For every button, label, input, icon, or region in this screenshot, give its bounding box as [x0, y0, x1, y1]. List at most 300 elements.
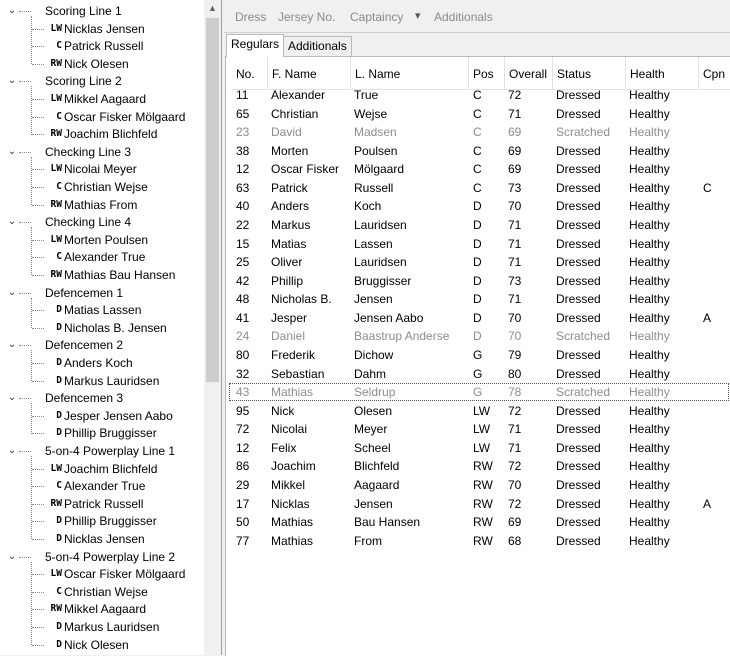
tab-additionals[interactable]: Additionals	[283, 36, 352, 56]
table-row[interactable]	[226, 476, 730, 494]
cell-first-name: Matias	[271, 236, 307, 251]
tree-player-item[interactable]	[0, 636, 204, 654]
player-name: Oscar Fisker Mölgaard	[64, 567, 186, 582]
cell-first-name: Anders	[271, 199, 310, 214]
position-badge: RW	[50, 497, 62, 509]
cell-status: Dressed	[556, 496, 601, 511]
position-badge: D	[56, 321, 62, 333]
cell-overall: 71	[508, 440, 522, 455]
cell-status: Dressed	[556, 515, 601, 530]
cell-no: 63	[236, 180, 250, 195]
cell-last-name: Madsen	[354, 125, 397, 140]
cell-status: Dressed	[556, 477, 601, 492]
cell-no: 23	[236, 125, 250, 140]
cell-status: Dressed	[556, 255, 601, 270]
position-badge: LW	[50, 93, 62, 104]
position-badge: C	[56, 251, 62, 263]
cell-no: 24	[236, 329, 250, 344]
cell-health: Healthy	[629, 440, 670, 455]
cell-first-name: Daniel	[271, 329, 306, 344]
tree-player-item[interactable]	[0, 55, 204, 73]
cell-last-name: Blichfeld	[354, 459, 400, 474]
cell-overall: 79	[508, 347, 522, 362]
cell-status: Dressed	[556, 459, 601, 474]
cell-first-name: Joachim	[271, 459, 316, 474]
position-badge: D	[56, 304, 62, 316]
cell-pos: RW	[473, 459, 493, 474]
tree-scrollbar[interactable]	[204, 0, 221, 655]
tree-player-item[interactable]	[0, 248, 204, 266]
cell-overall: 72	[508, 403, 522, 418]
cell-overall: 69	[508, 515, 522, 530]
scroll-up-arrow-icon[interactable]: ▲	[208, 3, 217, 13]
cell-status: Dressed	[556, 106, 601, 121]
cell-first-name: Alexander	[271, 88, 326, 102]
cell-overall: 71	[508, 255, 522, 270]
captaincy-dropdown-arrow-icon[interactable]: ▾	[415, 10, 421, 22]
player-name: Joachim Blichfeld	[64, 461, 158, 476]
scroll-thumb[interactable]	[206, 18, 219, 382]
player-name: Anders Koch	[64, 356, 133, 370]
position-badge: LW	[50, 22, 62, 34]
cell-no: 41	[236, 310, 250, 325]
cell-overall: 71	[508, 292, 522, 307]
tab-bar	[224, 34, 730, 56]
table-row[interactable]	[226, 365, 730, 383]
cell-cpn: A	[703, 496, 712, 511]
position-badge: C	[56, 585, 62, 597]
cell-first-name: Sebastian	[271, 366, 325, 381]
tree-player-item[interactable]	[0, 372, 204, 390]
table-row[interactable]	[226, 142, 730, 160]
cell-status: Scratched	[556, 329, 611, 344]
lineup-tree-panel[interactable]	[0, 0, 222, 655]
cell-pos: G	[473, 366, 483, 381]
cell-pos: RW	[473, 533, 493, 548]
cell-cpn: C	[703, 180, 712, 195]
cell-last-name: Lauridsen	[354, 217, 407, 232]
cell-no: 22	[236, 217, 250, 232]
player-name: Patrick Russell	[64, 496, 144, 511]
cell-overall: 68	[508, 533, 522, 548]
cell-first-name: Nicklas	[271, 496, 310, 511]
cell-status: Dressed	[556, 310, 601, 325]
cell-first-name: Nicolai	[271, 422, 308, 437]
tree-player-item[interactable]	[0, 196, 204, 214]
column-header-cpn[interactable]: Cpn	[698, 57, 730, 90]
table-row[interactable]	[226, 253, 730, 271]
tree-player-item[interactable]	[0, 37, 204, 55]
cell-overall: 69	[508, 162, 522, 177]
cell-pos: C	[473, 162, 482, 177]
tree-group-label: Scoring Line 1	[45, 4, 122, 18]
cell-last-name: Scheel	[354, 440, 391, 455]
cell-health: Healthy	[629, 515, 670, 530]
cell-pos: D	[473, 310, 482, 325]
cell-last-name: Jensen	[354, 292, 393, 307]
cell-no: 40	[236, 199, 250, 214]
position-badge: RW	[50, 198, 62, 210]
cell-status: Scratched	[556, 385, 611, 400]
cell-first-name: Patrick	[271, 180, 308, 195]
cell-health: Healthy	[629, 217, 670, 232]
tree-player-item[interactable]	[0, 618, 204, 636]
tree-player-item[interactable]	[0, 407, 204, 425]
lineup-tree	[0, 0, 204, 655]
cell-health: Healthy	[629, 255, 670, 270]
cell-status: Dressed	[556, 143, 601, 158]
position-badge: RW	[50, 128, 62, 140]
cell-last-name: Poulsen	[354, 143, 398, 158]
cell-health: Healthy	[629, 329, 670, 344]
table-row[interactable]	[226, 420, 730, 438]
cell-pos: C	[473, 143, 482, 158]
cell-no: 29	[236, 477, 250, 492]
cell-overall: 70	[508, 477, 522, 492]
cell-health: Healthy	[629, 347, 670, 362]
cell-last-name: Bau Hansen	[354, 515, 421, 530]
table-row[interactable]	[226, 327, 730, 345]
column-header-no[interactable]: No.	[231, 57, 268, 90]
tree-player-item[interactable]	[0, 125, 204, 143]
cell-no: 42	[236, 273, 250, 288]
player-name: Patrick Russell	[64, 39, 144, 54]
cell-last-name: Lassen	[354, 236, 393, 251]
player-name: Joachim Blichfeld	[64, 127, 158, 142]
player-name: Markus Lauridsen	[64, 373, 160, 388]
table-row[interactable]	[226, 309, 730, 327]
cell-last-name: Baastrup Anderse	[354, 329, 450, 344]
column-header-status[interactable]: Status	[552, 57, 626, 90]
table-row[interactable]	[226, 123, 730, 141]
tree-player-item[interactable]	[0, 301, 204, 319]
cell-status: Dressed	[556, 403, 601, 418]
expand-chevron-icon[interactable]: ⌄	[7, 216, 17, 228]
cell-pos: C	[473, 125, 482, 140]
cell-status: Dressed	[556, 273, 601, 288]
cell-status: Scratched	[556, 125, 611, 140]
cell-no: 80	[236, 347, 250, 362]
cell-first-name: Mathias	[271, 515, 314, 530]
toolbar	[224, 2, 730, 33]
cell-last-name: Meyer	[354, 422, 388, 437]
player-name: Nick Olesen	[64, 637, 129, 652]
cell-first-name: Jesper	[271, 310, 308, 325]
cell-status: Dressed	[556, 199, 601, 214]
cell-health: Healthy	[629, 292, 670, 307]
tree-player-item[interactable]	[0, 583, 204, 601]
position-badge: C	[56, 110, 62, 122]
player-name: Mathias Bau Hansen	[64, 268, 176, 282]
cell-health: Healthy	[629, 533, 670, 548]
cell-first-name: Markus	[271, 217, 311, 232]
position-badge: LW	[50, 163, 62, 175]
tree-player-item[interactable]	[0, 424, 204, 442]
cell-no: 32	[236, 366, 250, 381]
cell-overall: 71	[508, 217, 522, 232]
jersey-no-button[interactable]: Jersey No.	[278, 10, 336, 24]
table-row[interactable]	[226, 160, 730, 178]
table-row[interactable]	[226, 513, 730, 531]
cell-pos: LW	[473, 403, 491, 418]
position-badge: D	[56, 374, 62, 386]
cell-no: 25	[236, 255, 250, 270]
cell-health: Healthy	[629, 385, 670, 400]
cell-status: Dressed	[556, 422, 601, 437]
tree-player-item[interactable]	[0, 477, 204, 495]
expand-chevron-icon[interactable]: ⌄	[7, 75, 17, 87]
cell-health: Healthy	[629, 366, 670, 381]
cell-health: Healthy	[629, 496, 670, 511]
column-header-first-name[interactable]: F. Name	[267, 57, 351, 90]
cell-pos: C	[473, 106, 482, 121]
cell-pos: RW	[473, 496, 493, 511]
dress-button[interactable]: Dress	[235, 10, 267, 24]
tree-player-item[interactable]	[0, 495, 204, 513]
cell-status: Dressed	[556, 366, 601, 381]
position-badge: D	[56, 515, 62, 527]
table-row[interactable]	[226, 105, 730, 123]
tree-player-item[interactable]	[0, 90, 204, 108]
expand-chevron-icon[interactable]: ⌄	[7, 550, 17, 562]
table-row[interactable]	[226, 235, 730, 253]
cell-status: Dressed	[556, 180, 601, 195]
position-badge: C	[56, 40, 62, 52]
column-header-last-name[interactable]: L. Name	[350, 57, 469, 90]
position-badge: D	[56, 621, 62, 632]
tree-player-item[interactable]	[0, 178, 204, 196]
cell-overall: 71	[508, 236, 522, 251]
player-name: Mathias From	[64, 197, 138, 212]
cell-overall: 73	[508, 273, 522, 288]
cell-health: Healthy	[629, 125, 670, 140]
position-badge: LW	[50, 462, 62, 474]
cell-no: 12	[236, 440, 250, 455]
player-name: Oscar Fisker Mölgaard	[64, 109, 186, 124]
cell-health: Healthy	[629, 273, 670, 288]
position-badge: D	[56, 533, 62, 544]
cell-pos: C	[473, 88, 482, 102]
position-badge: D	[56, 357, 62, 368]
player-name: Alexander True	[64, 250, 146, 265]
cell-status: Dressed	[556, 217, 601, 232]
cell-no: 17	[236, 496, 250, 511]
cell-pos: G	[473, 347, 483, 362]
cell-status: Dressed	[556, 162, 601, 177]
position-badge: RW	[50, 603, 62, 615]
cell-no: 11	[236, 88, 249, 102]
cell-overall: 72	[508, 88, 522, 102]
expand-chevron-icon[interactable]: ⌄	[7, 145, 17, 157]
cell-no: 15	[236, 236, 250, 251]
cell-health: Healthy	[629, 162, 670, 177]
cell-last-name: True	[354, 88, 379, 102]
table-row[interactable]	[226, 197, 730, 215]
cell-overall: 70	[508, 310, 522, 325]
table-row[interactable]	[226, 86, 730, 104]
cell-first-name: Morten	[271, 143, 309, 158]
player-name: Jesper Jensen Aabo	[64, 408, 173, 423]
cell-pos: D	[473, 329, 482, 344]
cell-pos: LW	[473, 422, 491, 437]
cell-overall: 70	[508, 329, 522, 344]
cell-last-name: Jensen Aabo	[354, 310, 424, 325]
table-row[interactable]	[226, 439, 730, 457]
column-header-pos[interactable]: Pos	[468, 57, 505, 90]
player-name: Alexander True	[64, 479, 146, 494]
table-row[interactable]	[226, 272, 730, 290]
player-name: Nicholas B. Jensen	[64, 320, 167, 335]
cell-status: Dressed	[556, 347, 601, 362]
cell-status: Dressed	[556, 533, 601, 548]
cell-no: 95	[236, 403, 250, 418]
cell-first-name: Frederik	[271, 347, 316, 362]
cell-no: 50	[236, 515, 250, 530]
cell-status: Dressed	[556, 292, 601, 307]
player-name: Nicklas Jensen	[64, 532, 145, 546]
cell-health: Healthy	[629, 88, 670, 102]
cell-no: 48	[236, 292, 250, 307]
cell-pos: RW	[473, 477, 493, 492]
cell-health: Healthy	[629, 143, 670, 158]
cell-overall: 70	[508, 199, 522, 214]
cell-overall: 72	[508, 496, 522, 511]
position-badge: D	[56, 427, 62, 439]
tree-group-label: Defencemen 3	[45, 391, 124, 406]
tree-group-label: Defencemen 1	[45, 285, 124, 300]
cell-last-name: Jensen	[354, 496, 393, 511]
cell-first-name: Mathias	[271, 385, 314, 400]
cell-overall: 78	[508, 385, 522, 400]
tree-group-label: Scoring Line 2	[45, 74, 122, 89]
tab-regulars[interactable]: Regulars	[226, 34, 284, 57]
tree-player-item[interactable]	[0, 600, 204, 618]
cell-no: 38	[236, 143, 250, 158]
cell-status: Dressed	[556, 440, 601, 455]
player-name: Matias Lassen	[64, 303, 142, 318]
player-name: Mikkel Aagaard	[64, 92, 147, 106]
tree-player-item[interactable]	[0, 512, 204, 530]
cell-first-name: David	[271, 125, 302, 140]
cell-first-name: Phillip	[271, 273, 304, 288]
cell-status: Dressed	[556, 236, 601, 251]
position-badge: LW	[50, 233, 62, 245]
tree-player-item[interactable]	[0, 231, 204, 249]
table-row[interactable]	[226, 216, 730, 234]
cell-last-name: Mölgaard	[354, 162, 405, 177]
table-row[interactable]	[226, 532, 730, 550]
position-badge: C	[56, 181, 62, 192]
tree-group-label: Defencemen 2	[45, 338, 124, 353]
expand-chevron-icon[interactable]: ⌄	[7, 5, 17, 16]
player-name: Nicolai Meyer	[64, 162, 137, 177]
cell-no: 77	[236, 533, 250, 548]
captaincy-button[interactable]: Captaincy	[350, 10, 404, 24]
tree-player-item[interactable]	[0, 460, 204, 478]
table-row[interactable]	[226, 495, 730, 513]
cell-no: 12	[236, 162, 250, 177]
player-name: Phillip Bruggisser	[64, 426, 157, 441]
cell-status: Dressed	[556, 88, 601, 102]
table-row[interactable]	[226, 457, 730, 475]
cell-pos: D	[473, 273, 482, 288]
cell-pos: D	[473, 236, 482, 251]
position-badge: LW	[50, 568, 62, 580]
table-row[interactable]	[226, 346, 730, 364]
tree-player-item[interactable]	[0, 266, 204, 284]
table-row[interactable]	[226, 402, 730, 420]
cell-overall: 71	[508, 422, 522, 437]
cell-last-name: Dahm	[354, 366, 387, 381]
cell-overall: 73	[508, 180, 522, 195]
cell-last-name: Koch	[354, 199, 382, 214]
player-name: Nicklas Jensen	[64, 21, 145, 36]
cell-last-name: Dichow	[354, 347, 394, 362]
tree-group-label: Checking Line 3	[45, 144, 132, 159]
cell-health: Healthy	[629, 422, 670, 437]
cell-health: Healthy	[629, 106, 670, 121]
table-row[interactable]	[226, 290, 730, 308]
tree-group-label: 5-on-4 Powerplay Line 1	[45, 444, 176, 458]
cell-last-name: Russell	[354, 180, 394, 195]
cell-first-name: Nicholas B.	[271, 292, 332, 307]
cell-last-name: Wejse	[354, 106, 388, 121]
cell-health: Healthy	[629, 403, 670, 418]
column-header-overall[interactable]: Overall	[504, 57, 553, 90]
table-row[interactable]	[229, 383, 729, 401]
additionals-button[interactable]: Additionals	[434, 10, 493, 24]
roster-table[interactable]	[225, 56, 730, 656]
cell-overall: 80	[508, 366, 522, 381]
cell-first-name: Mikkel	[271, 477, 306, 492]
cell-last-name: Seldrup	[354, 385, 396, 400]
cell-pos: LW	[473, 440, 491, 455]
tree-player-item[interactable]	[0, 20, 204, 38]
cell-no: 86	[236, 459, 250, 474]
cell-health: Healthy	[629, 236, 670, 251]
tree-player-item[interactable]	[0, 108, 204, 126]
player-name: Nick Olesen	[64, 56, 129, 71]
cell-pos: D	[473, 199, 482, 214]
cell-pos: D	[473, 217, 482, 232]
column-header-health[interactable]: Health	[625, 57, 699, 90]
cell-no: 43	[236, 385, 250, 400]
cell-pos: RW	[473, 515, 493, 530]
cell-pos: C	[473, 180, 482, 195]
expand-chevron-icon[interactable]: ⌄	[7, 286, 17, 298]
tree-player-item[interactable]	[0, 530, 204, 548]
cell-health: Healthy	[629, 477, 670, 492]
expand-chevron-icon[interactable]: ⌄	[7, 392, 17, 404]
expand-chevron-icon[interactable]: ⌄	[7, 339, 17, 351]
cell-first-name: Christian	[271, 106, 319, 121]
table-row[interactable]	[226, 179, 730, 197]
tree-player-item[interactable]	[0, 354, 204, 372]
expand-chevron-icon[interactable]: ⌄	[7, 445, 17, 456]
tree-player-item[interactable]	[0, 160, 204, 178]
cell-overall: 69	[508, 125, 522, 140]
tree-player-item[interactable]	[0, 319, 204, 337]
tree-group-label: 5-on-4 Powerplay Line 2	[45, 549, 176, 564]
cell-last-name: Olesen	[354, 403, 393, 418]
cell-health: Healthy	[629, 180, 670, 195]
cell-pos: D	[473, 255, 482, 270]
position-badge: RW	[50, 269, 62, 280]
cell-overall: 69	[508, 143, 522, 158]
cell-overall: 71	[508, 106, 522, 121]
cell-last-name: Bruggisser	[354, 273, 412, 288]
tree-player-item[interactable]	[0, 565, 204, 583]
